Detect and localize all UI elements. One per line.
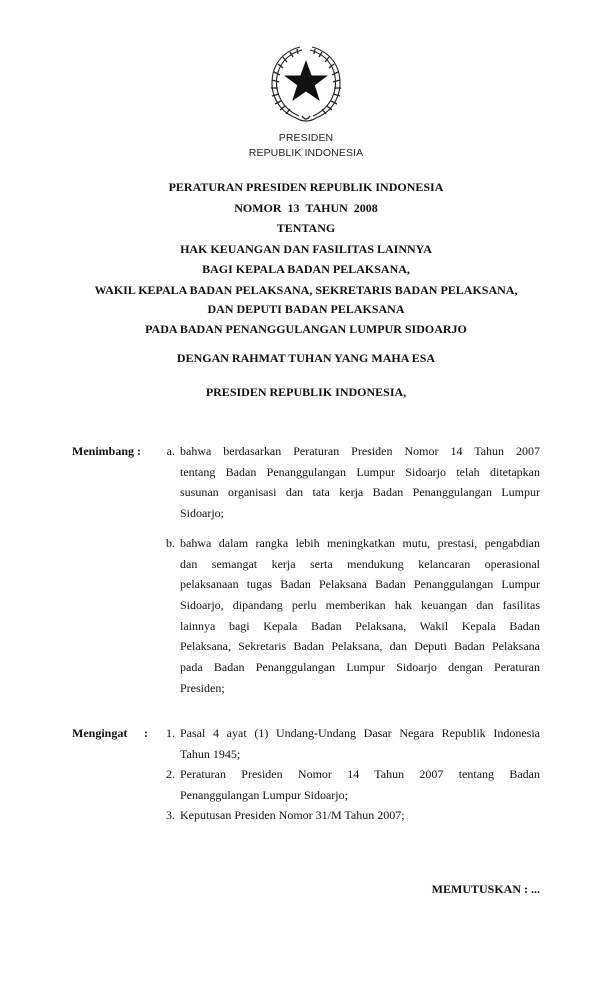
item-text (180, 723, 540, 764)
text-line: dan semangat kerja serta mendukung kelancaran operasional (180, 556, 540, 571)
title-subject-line2: BAGI KEPALA BADAN PELAKSANA, (202, 262, 410, 276)
title-subject-line1: HAK KEUANGAN DAN FASILITAS LAINNYA (180, 241, 432, 256)
text-line: pada Badan Penanggulangan Lumpur Sidoarjo dengan Peraturan (180, 660, 540, 675)
text-line: Tahun 1945; (180, 746, 241, 761)
text-line: Keputusan Presiden Nomor 31/M Tahun 2007; (180, 808, 405, 822)
text-line: Pelaksana, Sekretaris Badan Pelaksana, dan Deputi Badan Pelaksana (180, 639, 540, 654)
item-text (180, 533, 540, 699)
text-line: bahwa dalam rangka lebih meningkatkan mutu, prestasi, pengabdian (180, 536, 540, 550)
item-text (180, 764, 540, 805)
text-line: bahwa berdasarkan Peraturan Presiden Nomor 14 Tahun 2007 (180, 444, 540, 458)
document-title-block (0, 180, 612, 405)
item-marker: a. (166, 444, 175, 458)
text-line: Sidoarjo, dipandang perlu memberikan hak keuangan dan fasilitas (180, 598, 540, 613)
item-text (180, 805, 540, 826)
continuation-marker: MEMUTUSKAN : ... (431, 882, 540, 896)
text-line: Presiden; (180, 680, 225, 695)
item-marker: b. (166, 536, 175, 550)
item-text (180, 441, 540, 524)
authority-line: PRESIDEN REPUBLIK INDONESIA, (205, 384, 407, 399)
section-label-menimbang: Menimbang : (72, 444, 141, 458)
emblem-caption-president: PRESIDEN (278, 132, 334, 144)
text-line: tentang Badan Penanggulangan Lumpur Sidoarjo telah ditetapkan (180, 464, 540, 479)
text-line: pelaksanaan tugas Badan Pelaksana Badan Penanggulangan Lumpur (180, 577, 540, 592)
item-marker: 2. (166, 767, 175, 781)
title-number: NOMOR 13 TAHUN 2008 (234, 200, 378, 215)
title-regulation: PERATURAN PRESIDEN REPUBLIK INDONESIA (168, 180, 444, 194)
text-line: Peraturan Presiden Nomor 14 Tahun 2007 tentang Badan (180, 767, 540, 781)
presidential-seal-icon (266, 42, 346, 124)
item-marker: 3. (166, 808, 175, 822)
section-colon: : (144, 726, 148, 740)
section-label-mengingat: Mengingat (72, 726, 128, 740)
title-subject-line5: PADA BADAN PENANGGULANGAN LUMPUR SIDOARJO (145, 321, 467, 336)
title-about: TENTANG (276, 221, 336, 235)
text-line: lainnya bagi Kepala Badan Pelaksana, Wakil Kepala Badan (180, 618, 540, 633)
text-line: susunan organisasi dan tata kerja Badan Penanggulangan Lumpur (180, 485, 540, 500)
text-line: Sidoarjo; (180, 506, 224, 521)
blessing-line: DENGAN RAHMAT TUHAN YANG MAHA ESA (176, 351, 436, 365)
item-marker: 1. (166, 726, 175, 740)
title-subject-line3: WAKIL KEPALA BADAN PELAKSANA, SEKRETARIS BADAN PELAKSANA, (94, 282, 518, 297)
title-subject-line4: DAN DEPUTI BADAN PELAKSANA (207, 302, 405, 316)
emblem-caption-republic: REPUBLIK INDONESIA (248, 147, 364, 159)
text-line: Penanggulangan Lumpur Sidoarjo; (180, 787, 348, 802)
text-line: Pasal 4 ayat (1) Undang-Undang Dasar Negara Republik Indonesia (180, 726, 540, 740)
